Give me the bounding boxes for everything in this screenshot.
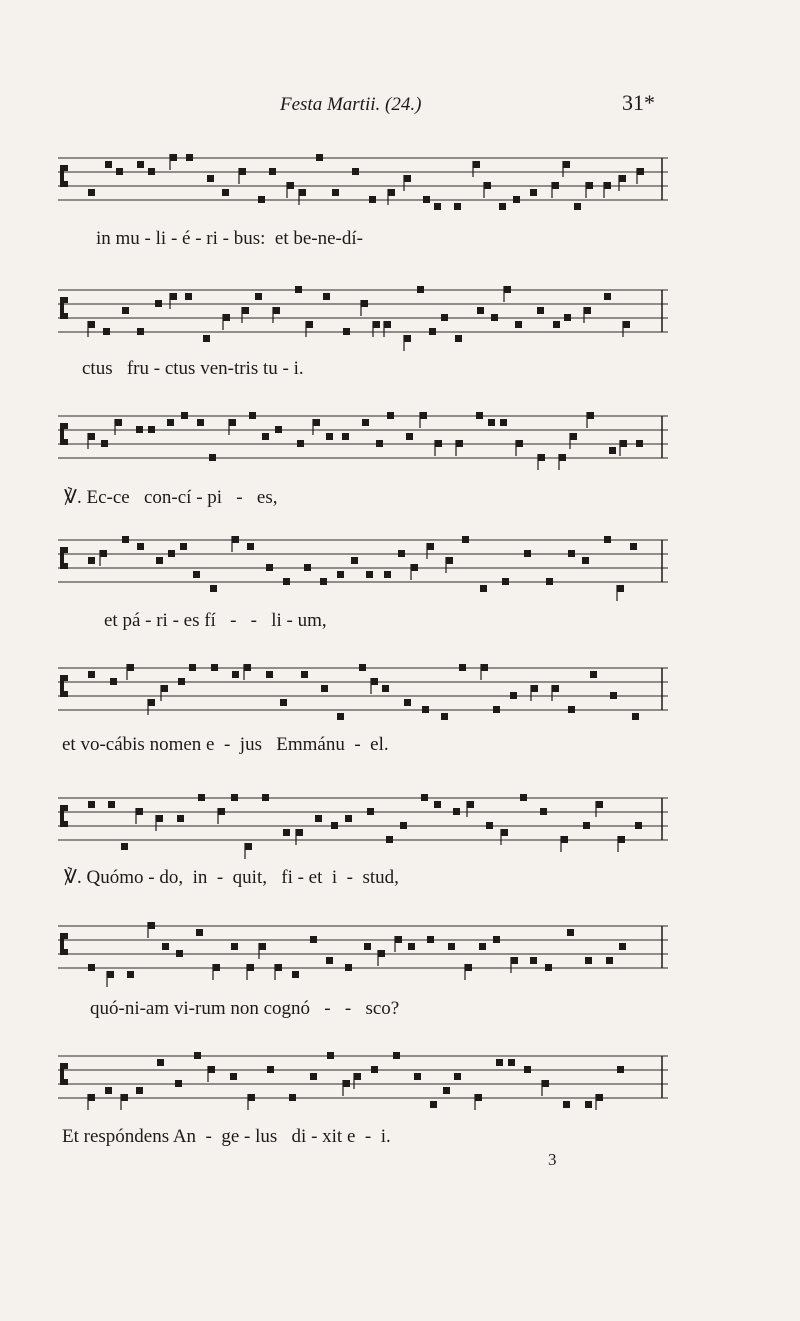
neume-note [351,557,358,564]
neume-note [376,440,383,447]
neume-note [454,1073,461,1080]
neume-note [520,794,527,801]
neume-note [542,1080,549,1087]
neume-note [273,307,280,314]
neume-note [496,1059,503,1066]
neume-note [148,922,155,929]
neume-note [266,564,273,571]
neume-note [194,1052,201,1059]
neume-note [306,321,313,328]
neume-note [387,412,394,419]
signature-mark: 3 [548,1150,557,1169]
neume-note [161,685,168,692]
lyric-line: ℣. Ec-ce con-cí - pi - es, [64,487,278,508]
neume-note [289,1094,296,1101]
neume-note [185,293,192,300]
neume-note [511,957,518,964]
neume-note [427,543,434,550]
neume-note [446,557,453,564]
neume-note [297,440,304,447]
neume-note [249,412,256,419]
neume-note [467,801,474,808]
neume-note [176,950,183,957]
chant-staff [58,660,668,720]
neume-note [167,419,174,426]
neume-note [343,328,350,335]
neume-note [568,550,575,557]
neume-note [456,440,463,447]
lyric-line: quó-ni-am vi-rum non cognó - - sco? [90,998,400,1019]
neume-note [388,189,395,196]
neume-note [404,335,411,342]
neume-note [301,671,308,678]
lyric-line: Et respóndens An - ge - lus di - xit e - i. [62,1126,391,1147]
neume-note [434,801,441,808]
neume-note [567,929,574,936]
neume-note [362,419,369,426]
neume-note [400,822,407,829]
neume-note [295,286,302,293]
clef-icon [60,675,68,697]
chant-staff [58,150,668,210]
neume-note [361,300,368,307]
neume-note [208,1066,215,1073]
neume-note [486,822,493,829]
chant-staff [58,408,668,468]
lyric-line: ctus fru - ctus ven-tris tu - i. [82,358,304,379]
neume-note [88,801,95,808]
clef-icon [60,547,68,569]
neume-note [524,1066,531,1073]
neume-note [137,328,144,335]
neume-note [606,957,613,964]
neume-note [378,950,385,957]
neume-note [88,671,95,678]
neume-note [476,412,483,419]
neume-note [443,1087,450,1094]
neume-note [619,943,626,950]
neume-note [636,440,643,447]
neume-note [137,161,144,168]
neume-note [455,335,462,342]
chant-staff [58,918,668,978]
neume-note [537,307,544,314]
neume-note [247,964,254,971]
neume-note [110,678,117,685]
neume-note [500,419,507,426]
neume-note [242,307,249,314]
neume-note [441,314,448,321]
neume-note [275,426,282,433]
neume-note [618,836,625,843]
neume-note [552,182,559,189]
chant-staff [58,282,668,342]
neume-note [596,1094,603,1101]
neume-note [493,936,500,943]
neume-note [193,571,200,578]
neume-note [269,168,276,175]
neume-note [473,161,480,168]
neume-note [493,706,500,713]
neume-note [479,943,486,950]
neume-note [513,196,520,203]
neume-note [366,571,373,578]
neume-note [632,713,639,720]
neume-note [321,685,328,692]
neume-note [275,964,282,971]
neume-note [475,1094,482,1101]
neume-note [630,543,637,550]
neume-note [280,699,287,706]
neume-note [481,664,488,671]
neume-note [408,943,415,950]
neume-note [488,419,495,426]
neume-note [170,293,177,300]
neume-note [619,175,626,182]
neume-note [395,936,402,943]
neume-note [88,557,95,564]
neume-note [404,175,411,182]
neume-note [354,1073,361,1080]
neume-note [180,543,187,550]
neume-note [352,168,359,175]
neume-note [604,293,611,300]
neume-note [122,307,129,314]
neume-note [530,189,537,196]
neume-note [531,685,538,692]
neume-note [315,815,322,822]
neume-note [299,189,306,196]
neume-note [162,943,169,950]
neume-note [105,1087,112,1094]
neume-note [563,161,570,168]
neume-note [345,964,352,971]
neume-note [434,203,441,210]
neume-note [384,321,391,328]
clef-icon [60,805,68,827]
neume-note [367,808,374,815]
neume-note [386,836,393,843]
neume-note [157,1059,164,1066]
neume-note [453,808,460,815]
neume-note [103,328,110,335]
neume-note [404,699,411,706]
neume-note [210,585,217,592]
neume-note [259,943,266,950]
neume-note [266,671,273,678]
neume-note [258,196,265,203]
neume-note [211,664,218,671]
neume-note [524,550,531,557]
lyric-line: in mu - li - é - ri - bus: et be-ne-dí- [96,228,363,249]
neume-note [510,692,517,699]
neume-note [364,943,371,950]
neume-note [337,713,344,720]
neume-note [101,440,108,447]
lyric-line: et vo-cábis nomen e - jus Emmánu - el. [62,734,389,755]
neume-note [398,550,405,557]
neume-note [499,203,506,210]
neume-note [429,328,436,335]
neume-note [230,1073,237,1080]
neume-note [122,536,129,543]
neume-note [454,203,461,210]
neume-note [88,964,95,971]
neume-note [568,706,575,713]
neume-note [508,1059,515,1066]
neume-note [247,543,254,550]
clef-icon [60,165,68,187]
neume-note [477,307,484,314]
neume-note [635,822,642,829]
neume-note [596,801,603,808]
neume-note [406,433,413,440]
neume-note [441,713,448,720]
neume-note [136,808,143,815]
neume-note [371,1066,378,1073]
chant-staff [58,532,668,592]
neume-note [175,1080,182,1087]
neume-note [420,412,427,419]
neume-note [620,440,627,447]
neume-note [414,1073,421,1080]
neume-note [148,699,155,706]
neume-note [88,1094,95,1101]
neume-note [530,957,537,964]
neume-note [545,964,552,971]
neume-note [209,454,216,461]
neume-note [88,433,95,440]
neume-note [156,815,163,822]
neume-note [218,808,225,815]
neume-note [561,836,568,843]
neume-note [422,706,429,713]
neume-note [491,314,498,321]
neume-note [310,1073,317,1080]
neume-note [337,571,344,578]
neume-note [359,664,366,671]
clef-icon [60,1063,68,1085]
neume-note [239,168,246,175]
neume-note [189,664,196,671]
neume-note [421,794,428,801]
neume-note [582,557,589,564]
neume-note [127,664,134,671]
neume-note [287,182,294,189]
neume-note [177,815,184,822]
neume-note [484,182,491,189]
neume-note [283,578,290,585]
neume-note [115,419,122,426]
neume-note [501,829,508,836]
neume-note [196,929,203,936]
neume-note [585,1101,592,1108]
neume-note [480,585,487,592]
neume-note [198,794,205,801]
neume-note [316,154,323,161]
neume-note [116,168,123,175]
neume-note [326,957,333,964]
neume-note [382,685,389,692]
neume-note [255,293,262,300]
neume-note [559,454,566,461]
neume-note [459,664,466,671]
clef-icon [60,423,68,445]
neume-note [331,822,338,829]
neume-note [384,571,391,578]
neume-note [313,419,320,426]
neume-note [296,829,303,836]
neume-note [231,943,238,950]
chant-staff [58,790,668,850]
neume-note [617,1066,624,1073]
neume-note [502,578,509,585]
chant-staff [58,1048,668,1108]
neume-note [320,578,327,585]
neume-note [516,440,523,447]
neume-note [540,808,547,815]
neume-note [430,1101,437,1108]
lyric-line: et pá - ri - es fí - - li - um, [104,610,327,631]
neume-note [108,801,115,808]
neume-note [181,412,188,419]
neume-note [148,168,155,175]
clef-icon [60,297,68,319]
neume-note [590,671,597,678]
neume-note [213,964,220,971]
neume-note [262,794,269,801]
neume-note [186,154,193,161]
neume-note [231,794,238,801]
neume-note [262,433,269,440]
neume-note [604,536,611,543]
neume-note [107,971,114,978]
neume-note [127,971,134,978]
neume-note [427,936,434,943]
neume-note [105,161,112,168]
neume-note [342,433,349,440]
neume-note [552,685,559,692]
neume-note [223,314,230,321]
neume-note [170,154,177,161]
neume-note [564,314,571,321]
page-number: 31* [622,90,655,115]
neume-note [88,321,95,328]
neume-note [371,678,378,685]
neume-note [448,943,455,950]
neume-note [462,536,469,543]
neume-note [327,1052,334,1059]
neume-note [553,321,560,328]
neume-note [570,433,577,440]
running-header-title: Festa Martii. (24.) [280,94,422,115]
neume-note [229,419,236,426]
neume-note [563,1101,570,1108]
neume-note [207,175,214,182]
neume-note [584,307,591,314]
neume-note [121,1094,128,1101]
neume-note [168,550,175,557]
neume-note [617,585,624,592]
neume-note [546,578,553,585]
neume-note [373,321,380,328]
neume-note [515,321,522,328]
neume-note [417,286,424,293]
neume-note [343,1080,350,1087]
neume-note [369,196,376,203]
neume-note [267,1066,274,1073]
neume-note [587,412,594,419]
neume-note [310,936,317,943]
neume-note [222,189,229,196]
neume-note [585,957,592,964]
neume-note [156,557,163,564]
neume-note [88,189,95,196]
neume-note [637,168,644,175]
neume-note [323,293,330,300]
neume-note [203,335,210,342]
neume-note [423,196,430,203]
neume-note [148,426,155,433]
neume-note [623,321,630,328]
neume-note [244,664,251,671]
neume-note [326,433,333,440]
neume-note [137,543,144,550]
neume-note [136,1087,143,1094]
neume-note [586,182,593,189]
neume-note [393,1052,400,1059]
neume-note [155,300,162,307]
neume-note [292,971,299,978]
neume-note [465,964,472,971]
neume-note [345,815,352,822]
neume-note [232,671,239,678]
neume-note [245,843,252,850]
neume-note [100,550,107,557]
neume-note [574,203,581,210]
lyric-line: ℣. Quómo - do, in - quit, fi - et i - stud, [64,867,399,888]
neume-note [232,536,239,543]
neume-note [411,564,418,571]
neume-note [136,426,143,433]
neume-note [332,189,339,196]
neume-note [304,564,311,571]
neume-note [178,678,185,685]
neume-note [538,454,545,461]
neume-note [435,440,442,447]
clef-icon [60,933,68,955]
neume-note [121,843,128,850]
neume-note [609,447,616,454]
neume-note [504,286,511,293]
neume-note [283,829,290,836]
neume-note [197,419,204,426]
neume-note [604,182,611,189]
neume-note [248,1094,255,1101]
neume-note [583,822,590,829]
neume-note [610,692,617,699]
